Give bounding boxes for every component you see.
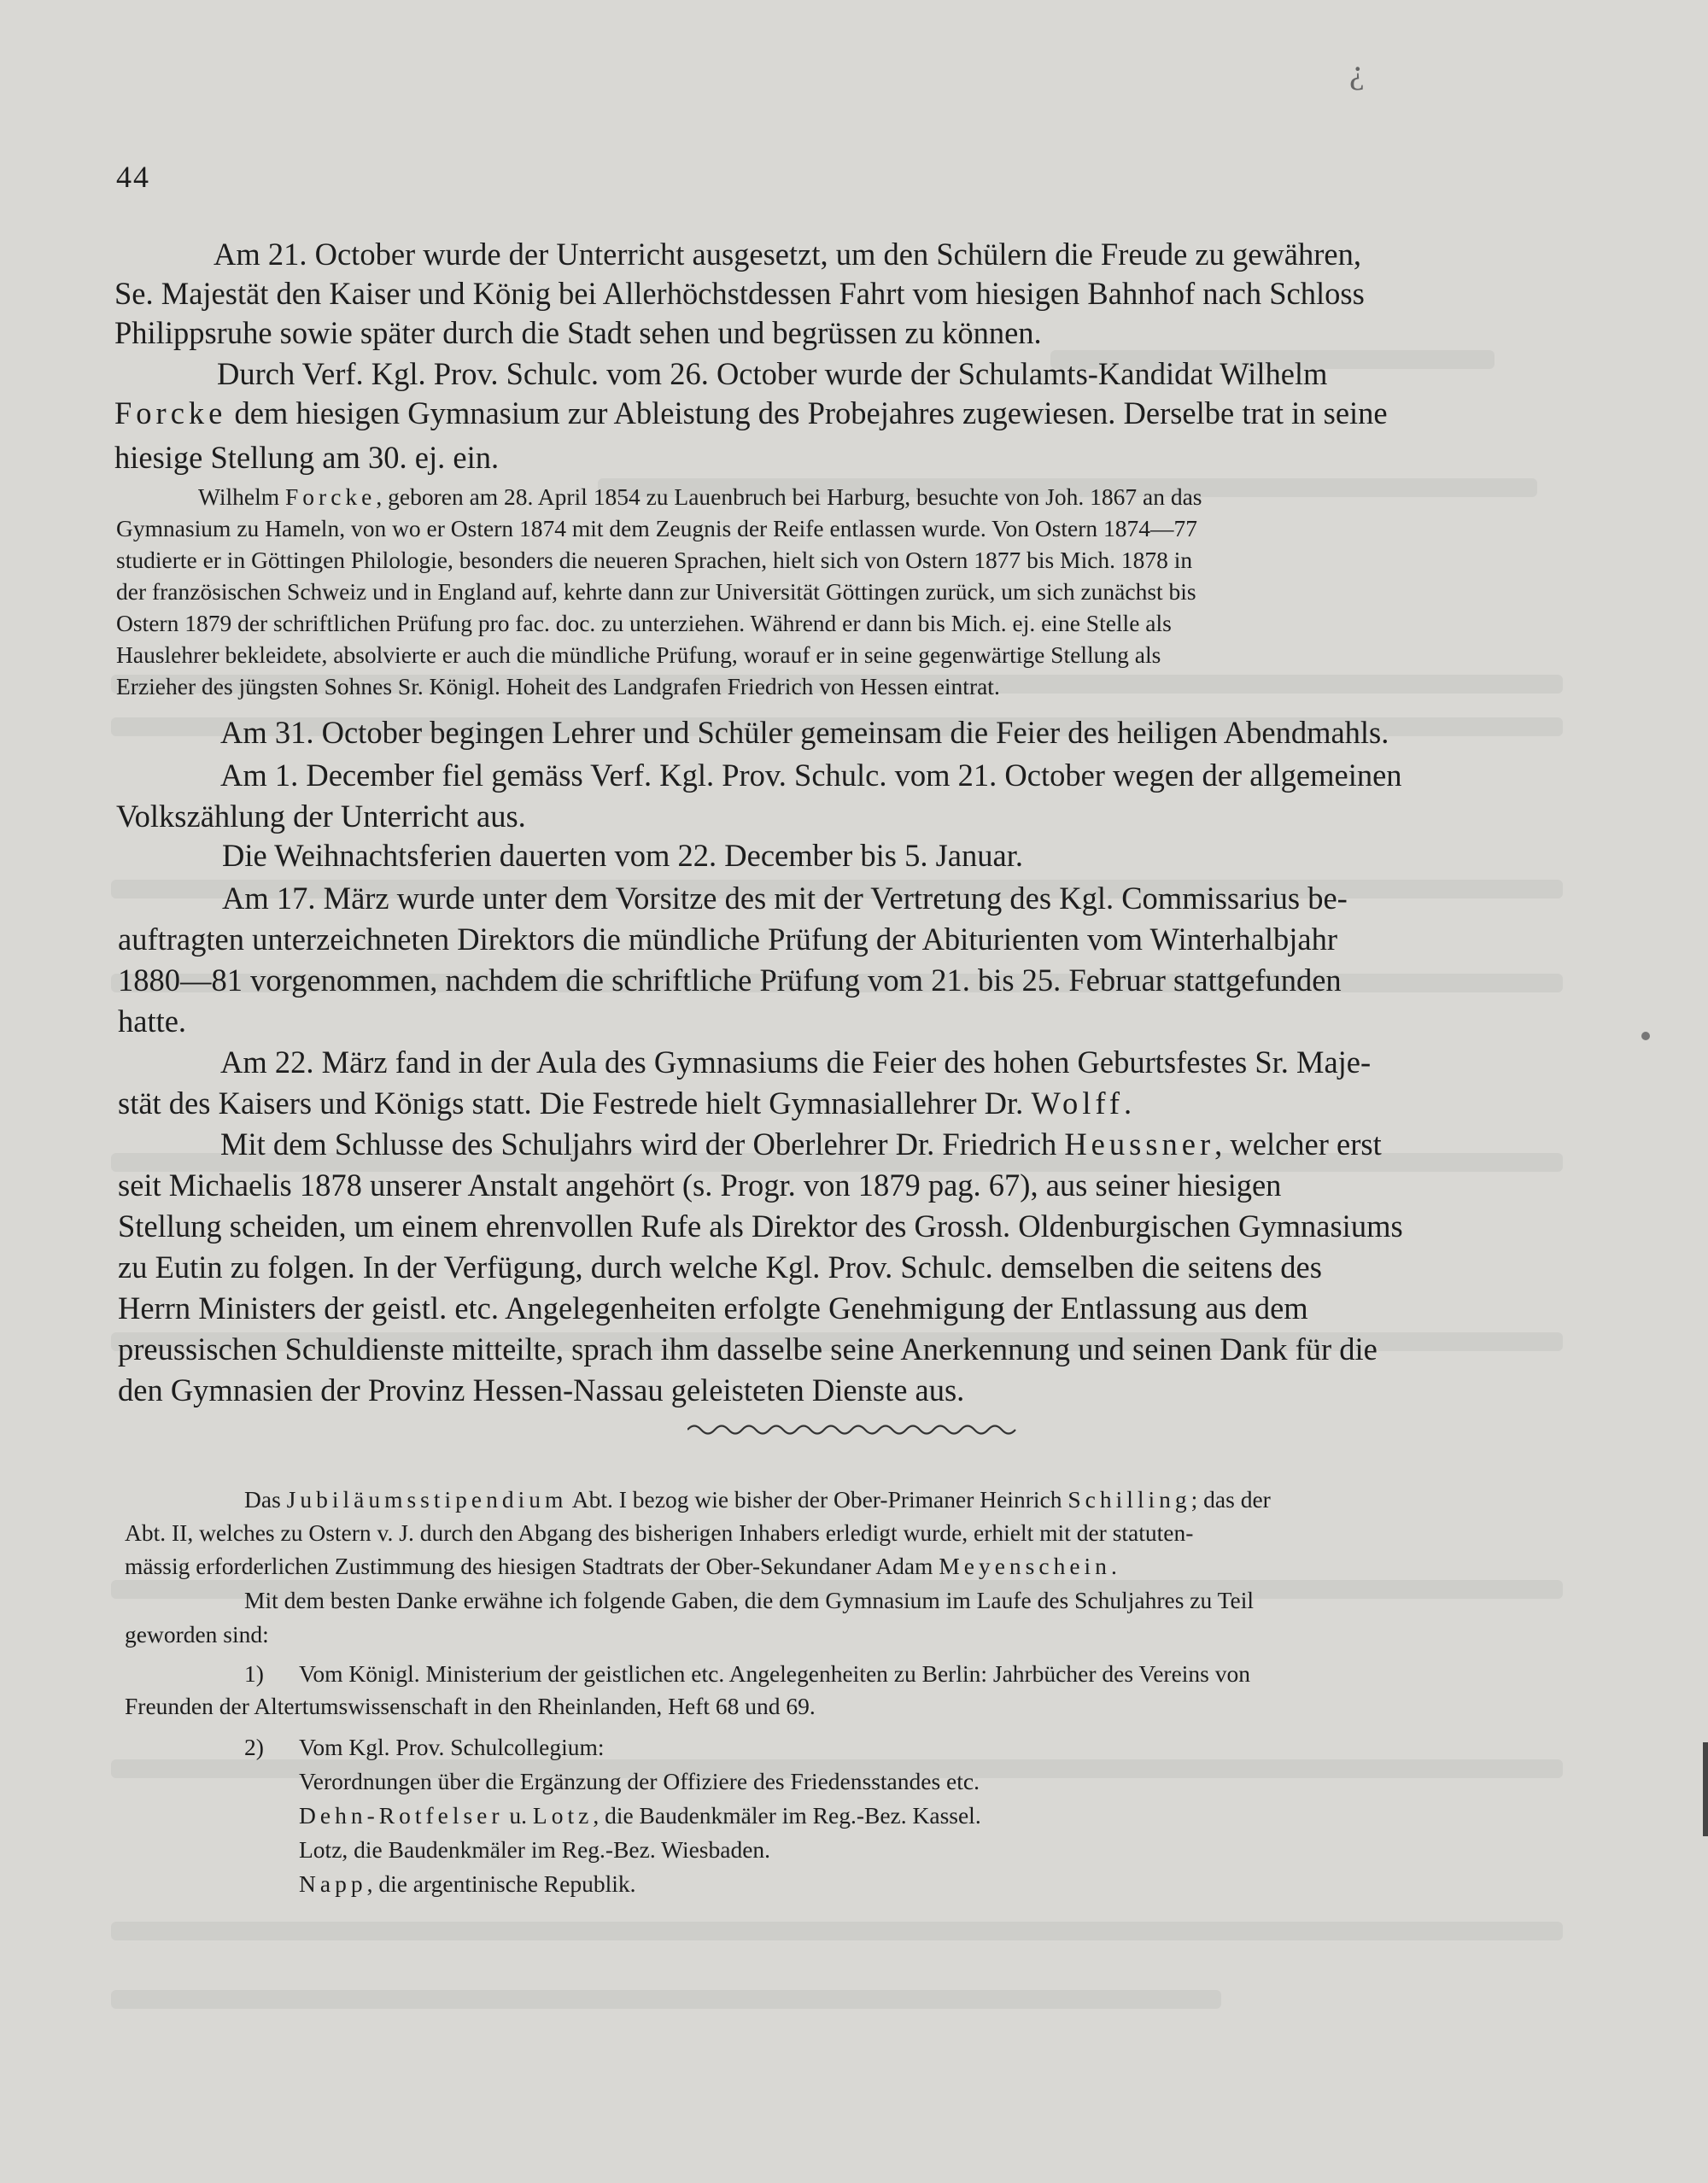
text-line [299, 1870, 636, 1898]
text-span: dem hiesigen Gymnasium zur Ableistung des Probejahres zugewiesen. Derselbe trat in seine [226, 395, 1388, 430]
text-line: geworden sind: [125, 1621, 269, 1647]
text-line [244, 1486, 1271, 1513]
person-name: Heussner [1064, 1127, 1215, 1162]
corner-mark: ¿ [1349, 52, 1365, 91]
text-span: Mit dem Schlusse des Schuljahrs wird der Oberlehrer Dr. Friedrich [220, 1127, 1065, 1162]
text-line: Vom Kgl. Prov. Schulcollegium: [299, 1734, 605, 1760]
text-span: , welcher erst [1214, 1127, 1382, 1162]
text-line: Hauslehrer bekleidete, absolvierte er auch die mündliche Prüfung, worauf er in seine gegenwärtige Stellung als [116, 641, 1161, 668]
text-line: seit Michaelis 1878 unserer Anstalt angehört (s. Progr. von 1879 pag. 67), aus seiner hiesigen [118, 1168, 1282, 1203]
text-line: preussischen Schuldienste mitteilte, sprach ihm dasselbe seine Anerkennung und seinen Dank für die [118, 1331, 1378, 1367]
text-line: Abt. II, welches zu Ostern v. J. durch den Abgang des bisherigen Inhabers erledigt wurde, erhielt mit der statuten- [125, 1519, 1194, 1546]
text-line [198, 483, 1202, 511]
scan-edge [1703, 1742, 1708, 1836]
text-span: . [1110, 1553, 1117, 1579]
person-name: Napp [299, 1870, 367, 1897]
page-number: 44 [116, 160, 150, 194]
text-span: ; das der [1190, 1486, 1271, 1513]
person-name: Lotz [532, 1802, 594, 1829]
text-span: Das [244, 1486, 287, 1513]
text-line: zu Eutin zu folgen. In der Verfügung, durch welche Kgl. Prov. Schulc. demselben die seitens des [118, 1250, 1322, 1285]
text-line: Mit dem besten Danke erwähne ich folgende Gaben, die dem Gymnasium im Laufe des Schuljahres zu Teil [244, 1587, 1255, 1613]
text-line [220, 1126, 1382, 1162]
person-name: Forcke [114, 395, 227, 430]
text-line: Durch Verf. Kgl. Prov. Schulc. vom 26. October wurde der Schulamts-Kandidat Wilhelm [217, 356, 1328, 391]
text-line: auftragten unterzeichneten Direktors die mündliche Prüfung der Abiturienten vom Winterhalbjahr [118, 922, 1337, 957]
person-name: Wolff [1031, 1086, 1125, 1121]
text-line: 1880—81 vorgenommen, nachdem die schriftliche Prüfung vom 21. bis 25. Februar stattgefunden [118, 963, 1342, 998]
text-line: Herrn Ministers der geistl. etc. Angelegenheiten erfolgte Genehmigung der Entlassung aus dem [118, 1290, 1308, 1326]
text-line [299, 1802, 981, 1829]
text-line: Am 31. October begingen Lehrer und Schüler gemeinsam die Feier des heiligen Abendmahls. [220, 715, 1389, 750]
text-line: studierte er in Göttingen Philologie, besonders die neueren Sprachen, hielt sich von Ostern 1877 bis Mich. 1878 in [116, 547, 1193, 573]
text-span: . [1124, 1086, 1132, 1121]
list-number: 1) [244, 1660, 264, 1687]
text-line: Lotz, die Baudenkmäler im Reg.-Bez. Wiesbaden. [299, 1836, 771, 1863]
speck [1641, 1032, 1650, 1040]
text-line: Verordnungen über die Ergänzung der Offiziere des Friedensstandes etc. [299, 1768, 980, 1794]
person-name: Forcke [285, 483, 377, 510]
person-name: Dehn-Rotfelser [299, 1802, 504, 1829]
text-line: der französischen Schweiz und in England auf, kehrte dann zur Universität Göttingen zurück, um sich zunächst bis [116, 578, 1196, 605]
text-span: mässig erforderlichen Zustimmung des hiesigen Stadtrats der Ober-Sekundaner Adam [125, 1553, 939, 1579]
text-line: hiesige Stellung am 30. ej. ein. [114, 440, 500, 475]
text-line: Freunden der Altertumswissenschaft in den Rheinlanden, Heft 68 und 69. [125, 1693, 816, 1719]
text-line: Vom Königl. Ministerium der geistlichen etc. Angelegenheiten zu Berlin: Jahrbücher des Vereins von [299, 1660, 1251, 1687]
text-span: , geboren am 28. April 1854 zu Lauenbruch bei Harburg, besuchte von Joh. 1867 an das [376, 483, 1202, 510]
text-line [118, 1085, 1132, 1121]
text-line [125, 1553, 1117, 1580]
text-line: Volkszählung der Unterricht aus. [116, 799, 526, 834]
text-span: Abt. I bezog wie bisher der Ober-Primaner Heinrich [567, 1486, 1068, 1513]
text-line: Die Weihnachtsferien dauerten vom 22. December bis 5. Januar. [222, 838, 1023, 873]
text-span: , die argentinische Republik. [366, 1870, 636, 1897]
text-span: Wilhelm [198, 483, 285, 510]
text-line: Am 17. März wurde unter dem Vorsitze des mit der Vertretung des Kgl. Commissarius be- [222, 881, 1348, 916]
list-number: 2) [244, 1734, 264, 1760]
text-span: stät des Kaisers und Königs statt. Die Festrede hielt Gymnasiallehrer Dr. [118, 1086, 1032, 1121]
text-line: Gymnasium zu Hameln, von wo er Ostern 1874 mit dem Zeugnis der Reife entlassen wurde. Von Ostern 1874—77 [116, 515, 1198, 541]
text-span: , die Baudenkmäler im Reg.-Bez. Kassel. [593, 1802, 981, 1829]
text-line: Stellung scheiden, um einem ehrenvollen Rufe als Direktor des Grossh. Oldenburgischen Gymnasiums [118, 1209, 1403, 1244]
text-line: Am 22. März fand in der Aula des Gymnasiums die Feier des hohen Geburtsfestes Sr. Maje- [220, 1045, 1372, 1080]
text-line: Am 1. December fiel gemäss Verf. Kgl. Prov. Schulc. vom 21. October wegen der allgemeinen [220, 758, 1402, 793]
text-line: Se. Majestät den Kaiser und König bei Allerhöchstdessen Fahrt vom hiesigen Bahnhof nach Schloss [114, 276, 1365, 311]
wavy-divider [687, 1419, 1021, 1440]
spaced-term: Jubiläumsstipendium [286, 1486, 568, 1513]
text-line: hatte. [118, 1004, 187, 1039]
text-line: Ostern 1879 der schriftlichen Prüfung pro fac. doc. zu unterziehen. Während er dann bis Mich. ej. eine Stelle als [116, 610, 1172, 636]
person-name: Schilling [1068, 1486, 1191, 1513]
text-line: Philippsruhe sowie später durch die Stadt sehen und begrüssen zu können. [114, 315, 1042, 350]
text-line: den Gymnasien der Provinz Hessen-Nassau geleisteten Dienste aus. [118, 1372, 965, 1408]
text-span: u. [503, 1802, 533, 1829]
text-line: Am 21. October wurde der Unterricht ausgesetzt, um den Schülern die Freude zu gewähren, [214, 237, 1361, 272]
text-line: Erzieher des jüngsten Sohnes Sr. Königl. Hoheit des Landgrafen Friedrich von Hessen eintrat. [116, 673, 1000, 699]
text-line [114, 395, 1388, 431]
person-name: Meyenschein [939, 1553, 1111, 1579]
